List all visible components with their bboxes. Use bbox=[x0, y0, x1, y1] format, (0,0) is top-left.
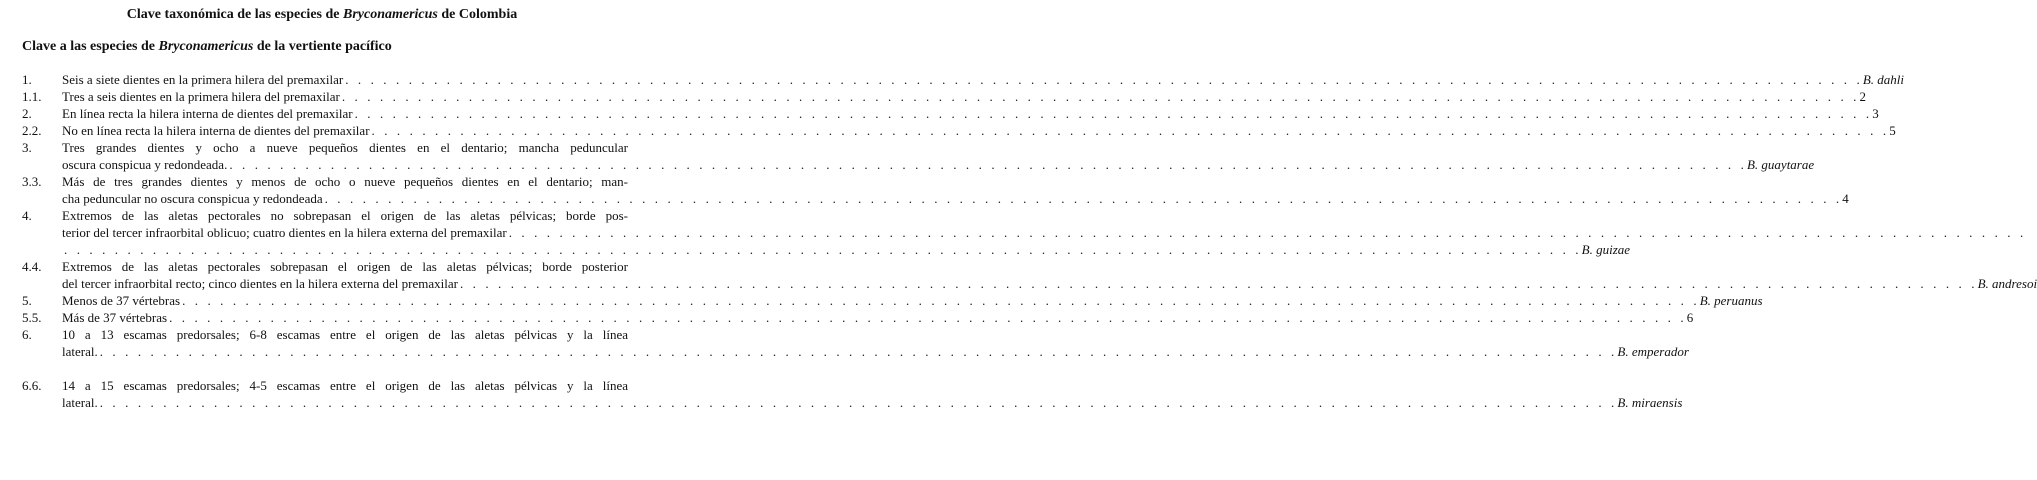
entry-line bbox=[62, 394, 1683, 411]
entry-line bbox=[62, 156, 1815, 173]
title-prefix: Clave taxonómica de las especies de bbox=[126, 7, 343, 22]
key-entry bbox=[22, 71, 1905, 88]
entry-text: Extremos de las aletas pectorales no sobrepasan el origen de las aletas pélvicas; borde pos- bbox=[62, 208, 628, 223]
entry-line bbox=[62, 258, 628, 275]
entry-target: B. miraensis bbox=[1617, 395, 1683, 410]
key-entry bbox=[22, 258, 2037, 292]
subtitle-genus: Bryconamericus bbox=[158, 39, 254, 54]
entry-text: lateral. bbox=[62, 395, 98, 410]
entry-text: terior del tercer infraorbital oblicuo; cuatro dientes en la hilera externa del premaxilar bbox=[62, 225, 507, 240]
entry-number: 4.4. bbox=[22, 259, 42, 274]
dot-leader: . . . . . . . . . . . . . . . . . . . . . . . . . . . . . . . . . . . . . . . . . . . . . . . . . . . . . . . . . . . . . . . . . . . . . . . . . . . . . . . . . . . . . . . . . . . . . . . . . . . . . . . . . . . . . . . . . . . . . . . . bbox=[324, 191, 1843, 206]
dot-leader: . . . . . . . . . . . . . . . . . . . . . . . . . . . . . . . . . . . . . . . . . . . . . . . . . . . . . . . . . . . . . . . . . . . . . . . . . . . . . . . . . . . . . . . . . . . . . . . . . . . . . . . . . . . . . . . . . . . . . . . . bbox=[508, 225, 2027, 240]
entry-text: lateral. bbox=[62, 344, 98, 359]
entry-target: 6 bbox=[1686, 310, 1694, 325]
entry-number: 3.3. bbox=[22, 174, 42, 189]
key-entry bbox=[22, 292, 1763, 309]
entry-text: No en línea recta la hilera interna de dientes del premaxilar bbox=[62, 123, 370, 138]
entry-text: Tres grandes dientes y ocho a nueve pequeños dientes en el dentario; mancha peduncular bbox=[62, 140, 628, 155]
entry-target: 5 bbox=[1889, 123, 1896, 138]
entry-target: B. emperador bbox=[1617, 344, 1689, 359]
entry-line bbox=[62, 326, 628, 343]
entry-number: 5. bbox=[22, 293, 32, 308]
entry-text: oscura conspicua y redondeada. bbox=[62, 157, 228, 172]
key-entry bbox=[22, 326, 1689, 360]
entry-line bbox=[62, 275, 2037, 292]
dot-leader: . . . . . . . . . . . . . . . . . . . . . . . . . . . . . . . . . . . . . . . . . . . . . . . . . . . . . . . . . . . . . . . . . . . . . . . . . . . . . . . . . . . . . . . . . . . . . . . . . . . . . . . . . . . . . . . . . . . . . . . . bbox=[459, 276, 1978, 291]
taxonomic-key bbox=[22, 71, 2037, 411]
entry-text: Menos de 37 vértebras bbox=[62, 293, 181, 308]
entry-text: Extremos de las aletas pectorales sobrepasan el origen de las aletas pélvicas; borde posterior bbox=[62, 259, 628, 274]
dot-leader: . . . . . . . . . . . . . . . . . . . . . . . . . . . . . . . . . . . . . . . . . . . . . . . . . . . . . . . . . . . . . . . . . . . . . . . . . . . . . . . . . . . . . . . . . . . . . . . . . . . . . . . . . . . . . . . . . . . . . . . . bbox=[354, 106, 1873, 121]
entry-line bbox=[62, 88, 1866, 105]
entry-number: 1. bbox=[22, 72, 32, 87]
entry-target: 3 bbox=[1872, 106, 1879, 121]
key-entry bbox=[22, 207, 2027, 258]
entry-text: Seis a siete dientes en la primera hilera del premaxilar bbox=[62, 72, 344, 87]
entry-text: Tres a seis dientes en la primera hilera del premaxilar bbox=[62, 89, 340, 104]
title-genus: Bryconamericus bbox=[342, 7, 438, 22]
dot-leader: . . . . . . . . . . . . . . . . . . . . . . . . . . . . . . . . . . . . . . . . . . . . . . . . . . . . . . . . . . . . . . . . . . . . . . . . . . . . . . . . . . . . . . . . . . . . . . . . . . . . . . . . . . . . . . . . . . . . . . . . bbox=[371, 123, 1890, 138]
entry-target: B. peruanus bbox=[1699, 293, 1763, 308]
key-entry bbox=[22, 105, 1879, 122]
entry-target: B. dahli bbox=[1862, 72, 1905, 87]
entry-text: En línea recta la hilera interna de dientes del premaxilar bbox=[62, 106, 353, 121]
entry-line bbox=[62, 190, 1849, 207]
key-entry bbox=[22, 173, 1849, 207]
dot-leader: . . . . . . . . . . . . . . . . . . . . . . . . . . . . . . . . . . . . . . . . . . . . . . . . . . . . . . . . . . . . . . . . . . . . . . . . . . . . . . . . . . . . . . . . . . . . . . . . . . . . . . . . . . . . . . . . . . . . . . . . bbox=[229, 157, 1747, 172]
entry-line bbox=[62, 71, 1905, 88]
entry-text: Más de tres grandes dientes y menos de ocho o nueve pequeños dientes en el dentario; man- bbox=[62, 174, 628, 189]
entry-text: Más de 37 vértebras bbox=[62, 310, 168, 325]
entry-target: 4 bbox=[1842, 191, 1849, 206]
entry-text: 14 a 15 escamas predorsales; 4-5 escamas entre el origen de las aletas pélvicas y la línea bbox=[62, 378, 628, 393]
entry-number: 2.2. bbox=[22, 123, 42, 138]
entry-text: 10 a 13 escamas predorsales; 6-8 escamas entre el origen de las aletas pélvicas y la línea bbox=[62, 327, 628, 342]
entry-target: B. andresoi bbox=[1977, 276, 2037, 291]
subtitle-prefix: Clave a las especies de bbox=[22, 39, 159, 54]
dot-leader: . . . . . . . . . . . . . . . . . . . . . . . . . . . . . . . . . . . . . . . . . . . . . . . . . . . . . . . . . . . . . . . . . . . . . . . . . . . . . . . . . . . . . . . . . . . . . . . . . . . . . . . . . . . . . . . . . . . . . . . . bbox=[169, 310, 1687, 325]
dot-leader: . . . . . . . . . . . . . . . . . . . . . . . . . . . . . . . . . . . . . . . . . . . . . . . . . . . . . . . . . . . . . . . . . . . . . . . . . . . . . . . . . . . . . . . . . . . . . . . . . . . . . . . . . . . . . . . . . . . . . . . . bbox=[99, 395, 1618, 410]
title-suffix: de Colombia bbox=[437, 7, 518, 22]
entry-line bbox=[62, 241, 1631, 258]
dot-leader: . . . . . . . . . . . . . . . . . . . . . . . . . . . . . . . . . . . . . . . . . . . . . . . . . . . . . . . . . . . . . . . . . . . . . . . . . . . . . . . . . . . . . . . . . . . . . . . . . . . . . . . . . . . . . . . . . . . . . . . . bbox=[64, 242, 1582, 257]
entry-line bbox=[62, 292, 1763, 309]
entry-line bbox=[62, 377, 628, 394]
key-entry bbox=[22, 309, 1694, 326]
entry-number: 2. bbox=[22, 106, 32, 121]
entry-line bbox=[62, 105, 1879, 122]
entry-line bbox=[62, 309, 1694, 326]
key-entry bbox=[22, 122, 1896, 139]
dot-leader: . . . . . . . . . . . . . . . . . . . . . . . . . . . . . . . . . . . . . . . . . . . . . . . . . . . . . . . . . . . . . . . . . . . . . . . . . . . . . . . . . . . . . . . . . . . . . . . . . . . . . . . . . . . . . . . . . . . . . . . . bbox=[182, 293, 1700, 308]
entry-number: 1.1. bbox=[22, 89, 42, 104]
dot-leader: . . . . . . . . . . . . . . . . . . . . . . . . . . . . . . . . . . . . . . . . . . . . . . . . . . . . . . . . . . . . . . . . . . . . . . . . . . . . . . . . . . . . . . . . . . . . . . . . . . . . . . . . . . . . . . . . . . . . . . . . bbox=[341, 89, 1860, 104]
document-title bbox=[0, 6, 644, 24]
entry-text: cha peduncular no oscura conspicua y redondeada bbox=[62, 191, 323, 206]
subtitle-suffix: de la vertiente pacífico bbox=[253, 39, 392, 54]
entry-number: 4. bbox=[22, 208, 32, 223]
entry-number: 6.6. bbox=[22, 378, 42, 393]
dot-leader: . . . . . . . . . . . . . . . . . . . . . . . . . . . . . . . . . . . . . . . . . . . . . . . . . . . . . . . . . . . . . . . . . . . . . . . . . . . . . . . . . . . . . . . . . . . . . . . . . . . . . . . . . . . . . . . . . . . . . . . . bbox=[99, 344, 1618, 359]
entry-target: 2 bbox=[1859, 89, 1866, 104]
entry-number: 5.5. bbox=[22, 310, 42, 325]
entry-target: B. guaytarae bbox=[1746, 157, 1815, 172]
key-entry bbox=[22, 88, 1866, 105]
entry-line bbox=[62, 173, 628, 190]
key-entry bbox=[22, 377, 1683, 411]
entry-gap bbox=[22, 360, 628, 377]
entry-line bbox=[62, 139, 628, 156]
dot-leader: . . . . . . . . . . . . . . . . . . . . . . . . . . . . . . . . . . . . . . . . . . . . . . . . . . . . . . . . . . . . . . . . . . . . . . . . . . . . . . . . . . . . . . . . . . . . . . . . . . . . . . . . . . . . . . . . . . . . . . . . bbox=[345, 72, 1863, 87]
entry-target: B. guizae bbox=[1581, 242, 1631, 257]
key-entry bbox=[22, 139, 1815, 173]
entry-line bbox=[62, 343, 1689, 360]
entry-number: 6. bbox=[22, 327, 32, 342]
key-subtitle bbox=[22, 38, 392, 56]
entry-text: del tercer infraorbital recto; cinco dientes en la hilera externa del premaxilar bbox=[62, 276, 458, 291]
entry-line bbox=[62, 207, 628, 224]
entry-number: 3. bbox=[22, 140, 32, 155]
entry-line bbox=[62, 224, 2027, 241]
entry-line bbox=[62, 122, 1896, 139]
